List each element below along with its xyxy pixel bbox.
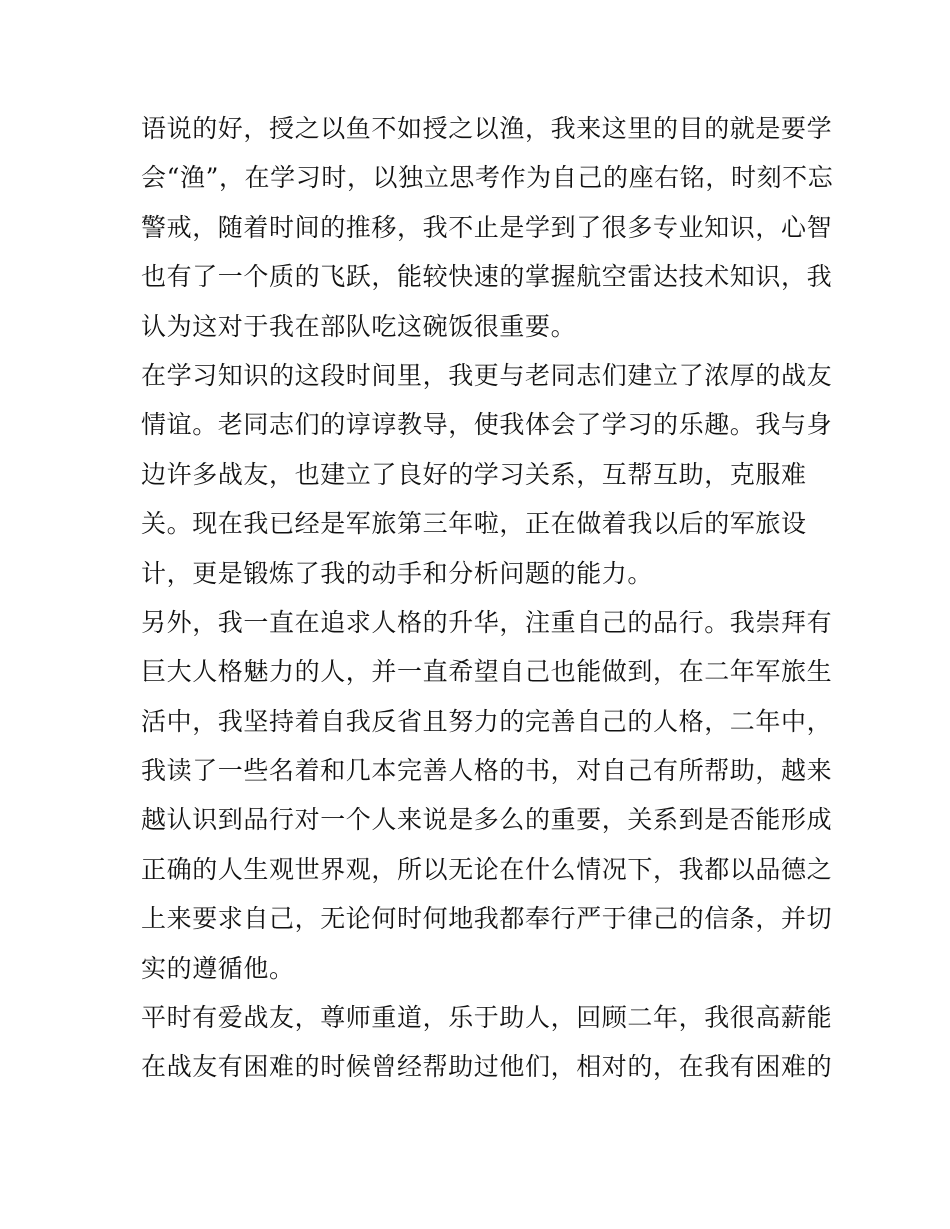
paragraph-study-method: [141, 104, 834, 351]
text-line: 活中，我坚持着自我反省且努力的完善自己的人格，二年中，: [141, 706, 833, 736]
text-line: 会“渔”，在学习时，以独立思考作为自己的座右铭，时刻不忘: [141, 163, 834, 193]
paragraph-character: [141, 598, 833, 993]
paragraph-comradeship: [141, 351, 833, 598]
text-line: 语说的好，授之以鱼不如授之以渔，我来这里的目的就是要学: [141, 114, 833, 143]
text-line: 边许多战友，也建立了良好的学习关系，互帮互助，克服难: [141, 459, 807, 489]
text-line: 计，更是锻炼了我的动手和分析问题的能力。: [141, 558, 654, 588]
text-line: 情谊。老同志们的谆谆教导，使我体会了学习的乐趣。我与身: [141, 410, 833, 440]
paragraph-helping-others: [141, 993, 833, 1092]
document-body: [141, 104, 834, 1092]
text-line: 越认识到品行对一个人来说是多么的重要，关系到是否能形成: [141, 805, 833, 835]
text-line: 在战友有困难的时候曾经帮助过他们，相对的，在我有困难的: [141, 1052, 833, 1082]
text-line: 关。现在我已经是军旅第三年啦，正在做着我以后的军旅设: [141, 509, 807, 539]
text-line: 警戒，随着时间的推移，我不止是学到了很多专业知识，心智: [141, 212, 833, 242]
text-line: 在学习知识的这段时间里，我更与老同志们建立了浓厚的战友: [141, 360, 833, 390]
text-line: 正确的人生观世界观，所以无论在什么情况下，我都以品德之: [141, 854, 833, 884]
text-line: 平时有爱战友，尊师重道，乐于助人，回顾二年，我很高薪能: [141, 1003, 833, 1033]
text-line: 也有了一个质的飞跃，能较快速的掌握航空雷达技术知识，我: [141, 262, 833, 292]
text-line: 巨大人格魅力的人，并一直希望自己也能做到，在二年军旅生: [141, 657, 833, 687]
text-line: 实的遵循他。: [141, 953, 295, 983]
text-line: 另外，我一直在追求人格的升华，注重自己的品行。我崇拜有: [141, 607, 833, 637]
text-line: 我读了一些名着和几本完善人格的书，对自己有所帮助，越来: [141, 756, 833, 786]
text-line: 认为这对于我在部队吃这碗饭很重要。: [141, 311, 577, 341]
text-line: 上来要求自己，无论何时何地我都奉行严于律己的信条，并切: [141, 904, 833, 934]
